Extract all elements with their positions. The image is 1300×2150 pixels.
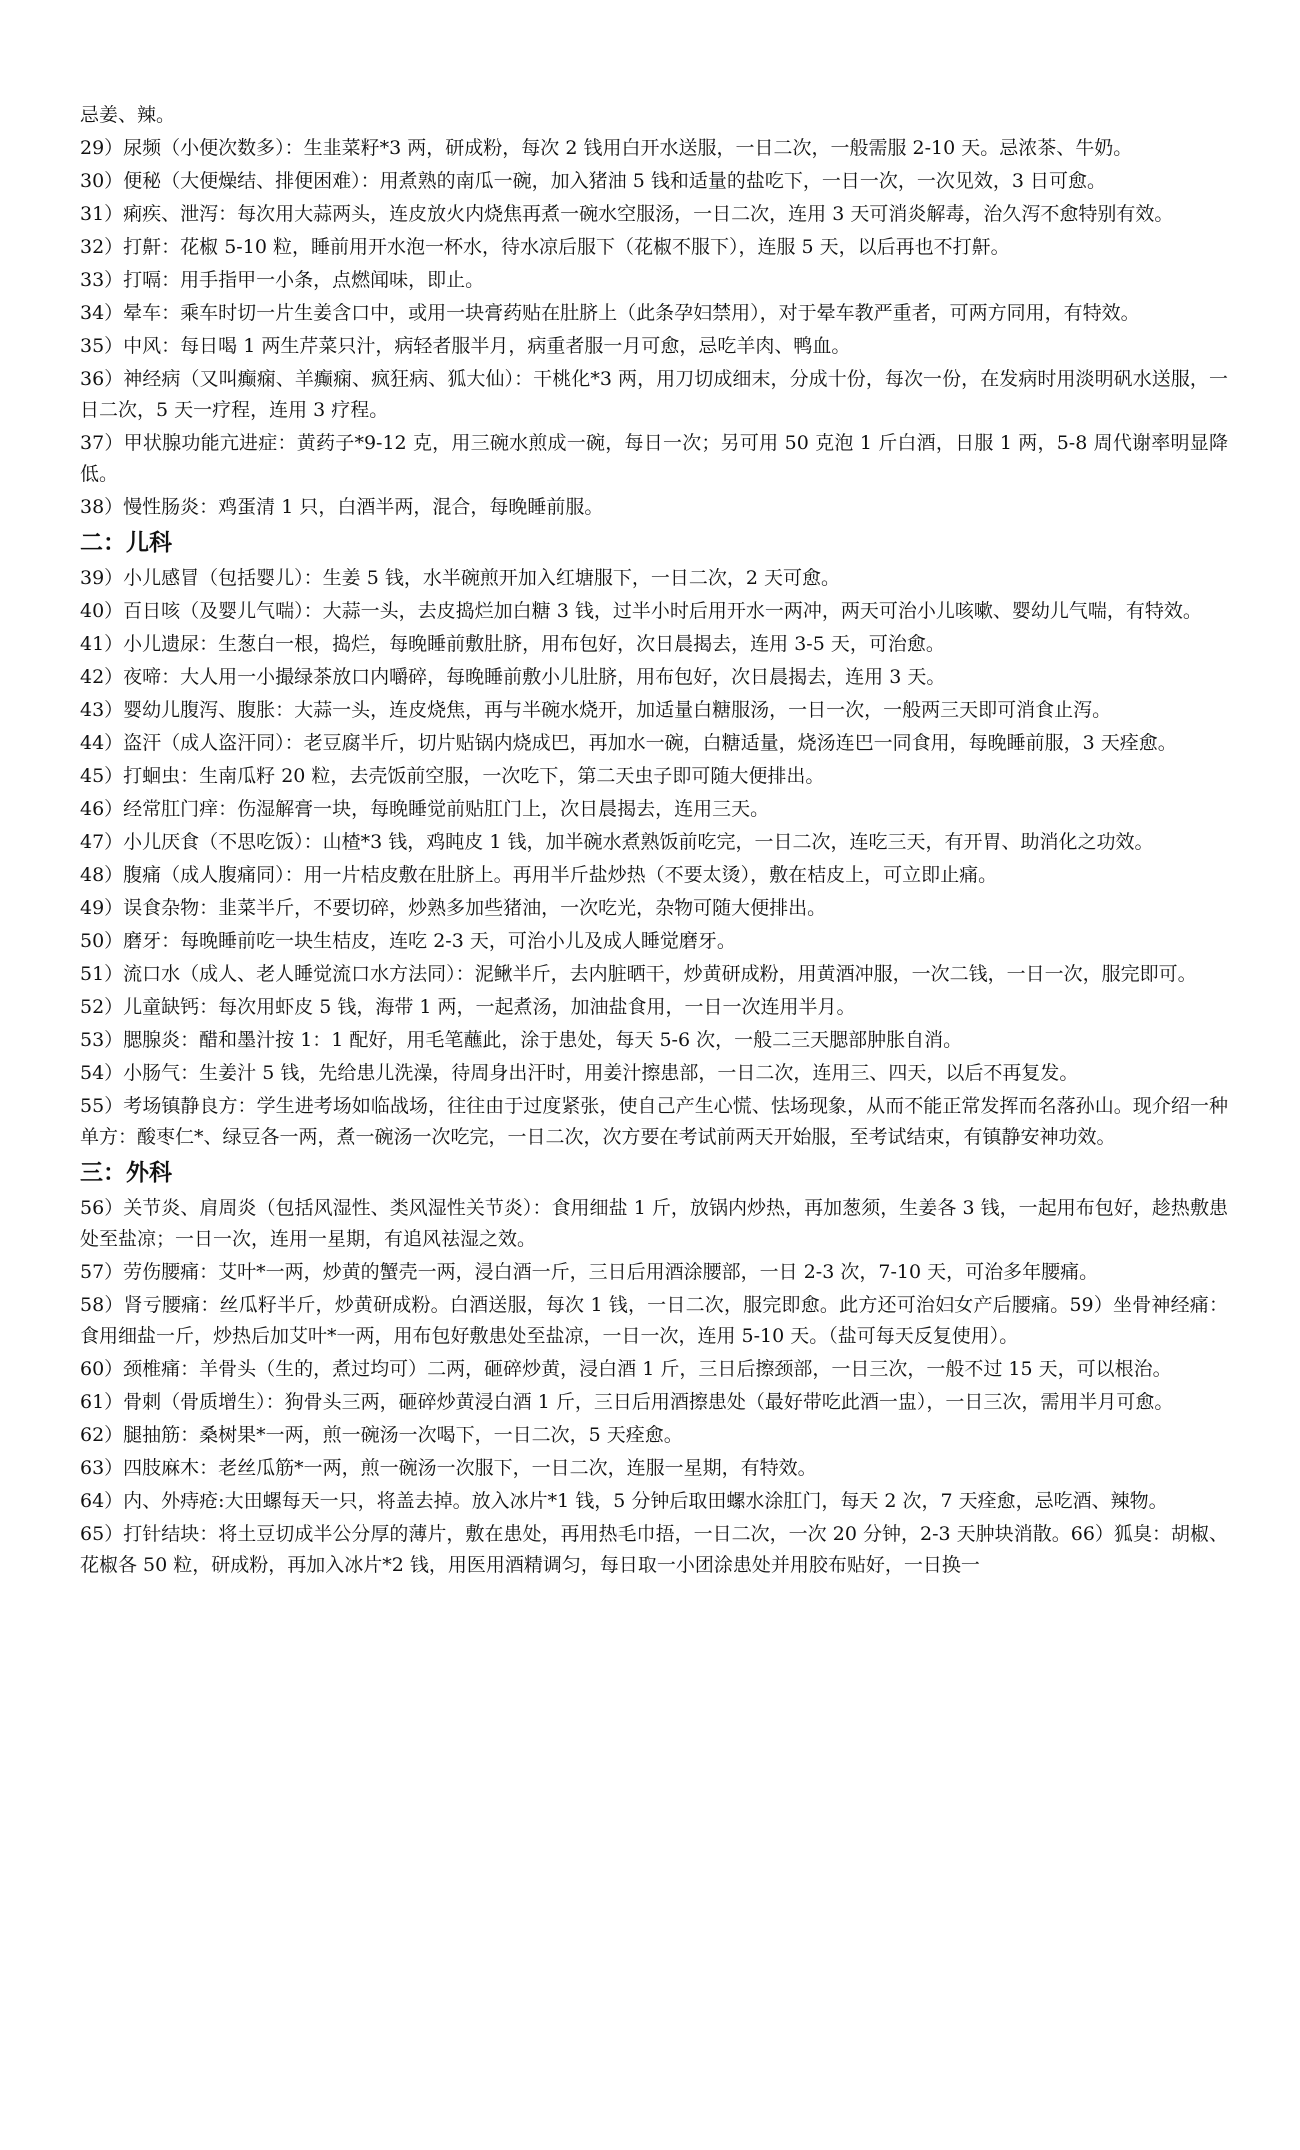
remedy-paragraph: 55）考场镇静良方：学生进考场如临战场，往往由于过度紧张，使自己产生心慌、怯场现象，从而不能正常发挥而名落孙山。现介绍一种单方：酸枣仁*、绿豆各一两，煮一碗汤一次吃完，一日二次，次方要在考试前两天开始服，至考试结束，有镇静安神功效。 — [80, 1095, 1228, 1148]
remedy-paragraph: 忌姜、辣。 — [80, 104, 176, 126]
remedy-paragraph: 44）盗汗（成人盗汗同）：老豆腐半斤，切片贴锅内烧成巴，再加水一碗，白糖适量，烧汤连巴一同食用，每晚睡前服，3 天痊愈。 — [80, 732, 1177, 754]
remedy-paragraph: 52）儿童缺钙：每次用虾皮 5 钱，海带 1 两，一起煮汤，加油盐食用，一日一次连用半月。 — [80, 996, 856, 1018]
remedy-paragraph: 48）腹痛（成人腹痛同）：用一片桔皮敷在肚脐上。再用半斤盐炒热（不要太烫），敷在桔皮上，可立即止痛。 — [80, 864, 998, 886]
section-heading: 三：外科 — [80, 1160, 172, 1186]
remedy-paragraph: 33）打嗝：用手指甲一小条，点燃闻味，即止。 — [80, 269, 485, 291]
remedy-paragraph: 49）误食杂物：韭菜半斤，不要切碎，炒熟多加些猪油，一次吃光，杂物可随大便排出。 — [80, 897, 827, 919]
remedy-paragraph: 56）关节炎、肩周炎（包括风湿性、类风湿性关节炎）：食用细盐 1 斤，放锅内炒热，再加葱须，生姜各 3 钱，一起用布包好，趁热敷患处至盐凉；一日一次，连用一星期，有追风祛湿之效。 — [80, 1197, 1228, 1250]
remedy-paragraph: 35）中风：每日喝 1 两生芹菜只汁，病轻者服半月，病重者服一月可愈，忌吃羊肉、鸭血。 — [80, 335, 851, 357]
remedy-paragraph: 61）骨刺（骨质增生）：狗骨头三两，砸碎炒黄浸白酒 1 斤，三日后用酒擦患处（最好带吃此酒一盅），一日三次，需用半月可愈。 — [80, 1391, 1174, 1413]
remedy-paragraph: 47）小儿厌食（不思吃饭）：山楂*3 钱，鸡盹皮 1 钱，加半碗水煮熟饭前吃完，一日二次，连吃三天，有开胃、助消化之功效。 — [80, 831, 1154, 853]
remedy-paragraph: 46）经常肛门痒：伤湿解膏一块，每晚睡觉前贴肛门上，次日晨揭去，连用三天。 — [80, 798, 770, 820]
remedy-paragraph: 51）流口水（成人、老人睡觉流口水方法同）：泥鳅半斤，去内脏晒干，炒黄研成粉，用黄酒冲服，一次二钱，一日一次，服完即可。 — [80, 963, 1197, 985]
document-page — [80, 100, 1228, 1583]
remedy-paragraph: 32）打鼾：花椒 5-10 粒，睡前用开水泡一杯水，待水凉后服下（花椒不服下），连服 5 天，以后再也不打鼾。 — [80, 236, 1010, 258]
remedy-paragraph: 64）内、外痔疮:大田螺每天一只，将盖去掉。放入冰片*1 钱，5 分钟后取田螺水涂肛门，每天 2 次，7 天痊愈，忌吃酒、辣物。 — [80, 1490, 1168, 1512]
remedy-paragraph: 63）四肢麻木：老丝瓜筋*一两，煎一碗汤一次服下，一日二次，连服一星期，有特效。 — [80, 1457, 817, 1479]
remedy-paragraph: 40）百日咳（及婴儿气喘）：大蒜一头，去皮捣烂加白糖 3 钱，过半小时后用开水一两冲，两天可治小儿咳嗽、婴幼儿气喘，有特效。 — [80, 600, 1202, 622]
remedy-paragraph: 41）小儿遗尿：生葱白一根，捣烂，每晚睡前敷肚脐，用布包好，次日晨揭去，连用 3-5 天，可治愈。 — [80, 633, 945, 655]
remedy-paragraph: 50）磨牙：每晚睡前吃一块生桔皮，连吃 2-3 天，可治小儿及成人睡觉磨牙。 — [80, 930, 736, 952]
remedy-paragraph: 65）打针结块：将土豆切成半公分厚的薄片，敷在患处，再用热毛巾捂，一日二次，一次 20 分钟，2-3 天肿块消散。66）狐臭：胡椒、花椒各 50 粒，研成粉，再加入冰片*2 钱，用医用酒精调匀，每日取一小团涂患处并用胶布贴好，一日换一 — [80, 1523, 1228, 1576]
remedy-paragraph: 54）小肠气：生姜汁 5 钱，先给患儿洗澡，待周身出汗时，用姜汁擦患部，一日二次，连用三、四天，以后不再复发。 — [80, 1062, 1079, 1084]
remedy-paragraph: 43）婴幼儿腹泻、腹胀：大蒜一头，连皮烧焦，再与半碗水烧开，加适量白糖服汤，一日一次，一般两三天即可消食止泻。 — [80, 699, 1112, 721]
remedy-paragraph: 53）腮腺炎：醋和墨汁按 1：1 配好，用毛笔蘸此，涂于患处，每天 5-6 次，一般二三天腮部肿胀自消。 — [80, 1029, 963, 1051]
remedy-paragraph: 58）肾亏腰痛：丝瓜籽半斤，炒黄研成粉。白酒送服，每次 1 钱，一日二次，服完即愈。此方还可治妇女产后腰痛。59）坐骨神经痛：食用细盐一斤，炒热后加艾叶*一两，用布包好敷患处至盐凉，一日一次，连用 5-10 天。（盐可每天反复使用）。 — [80, 1294, 1228, 1347]
remedy-paragraph: 34）晕车：乘车时切一片生姜含口中，或用一块膏药贴在肚脐上（此条孕妇禁用），对于晕车教严重者，可两方同用，有特效。 — [80, 302, 1140, 324]
section-heading: 二：儿科 — [80, 530, 172, 556]
remedy-paragraph: 42）夜啼：大人用一小撮绿茶放口内嚼碎，每晚睡前敷小儿肚脐，用布包好，次日晨揭去，连用 3 天。 — [80, 666, 946, 688]
remedy-paragraph: 36）神经病（又叫癫痫、羊癫痫、疯狂病、狐大仙）：干桃化*3 两，用刀切成细末，分成十份，每次一份，在发病时用淡明矾水送服，一日二次，5 天一疗程，连用 3 疗程。 — [80, 368, 1228, 421]
remedy-paragraph: 29）尿频（小便次数多）：生韭菜籽*3 两，研成粉，每次 2 钱用白开水送服，一日二次，一般需服 2-10 天。忌浓茶、牛奶。 — [80, 137, 1133, 159]
remedy-paragraph: 57）劳伤腰痛：艾叶*一两，炒黄的蟹壳一两，浸白酒一斤，三日后用酒涂腰部，一日 2-3 次，7-10 天，可治多年腰痛。 — [80, 1261, 1099, 1283]
remedy-paragraph: 30）便秘（大便燥结、排便困难）：用煮熟的南瓜一碗，加入猪油 5 钱和适量的盐吃下，一日一次，一次见效，3 日可愈。 — [80, 170, 1106, 192]
remedy-paragraph: 60）颈椎痛：羊骨头（生的，煮过均可）二两，砸碎炒黄，浸白酒 1 斤，三日后擦颈部，一日三次，一般不过 15 天，可以根治。 — [80, 1358, 1172, 1380]
remedy-paragraph: 37）甲状腺功能亢进症：黄药子*9-12 克，用三碗水煎成一碗，每日一次；另可用 50 克泡 1 斤白酒，日服 1 两，5-8 周代谢率明显降低。 — [80, 432, 1228, 485]
remedy-paragraph: 39）小儿感冒（包括婴儿）：生姜 5 钱，水半碗煎开加入红塘服下，一日二次，2 天可愈。 — [80, 567, 840, 589]
remedy-paragraph: 62）腿抽筋：桑树果*一两，煎一碗汤一次喝下，一日二次，5 天痊愈。 — [80, 1424, 683, 1446]
remedy-paragraph: 38）慢性肠炎：鸡蛋清 1 只，白酒半两，混合，每晚睡前服。 — [80, 496, 604, 518]
remedy-paragraph: 31）痢疾、泄泻：每次用大蒜两头，连皮放火内烧焦再煮一碗水空服汤，一日二次，连用 3 天可消炎解毒，治久泻不愈特别有效。 — [80, 203, 1174, 225]
remedy-paragraph: 45）打蛔虫：生南瓜籽 20 粒，去壳饭前空服，一次吃下，第二天虫子即可随大便排出。 — [80, 765, 825, 787]
